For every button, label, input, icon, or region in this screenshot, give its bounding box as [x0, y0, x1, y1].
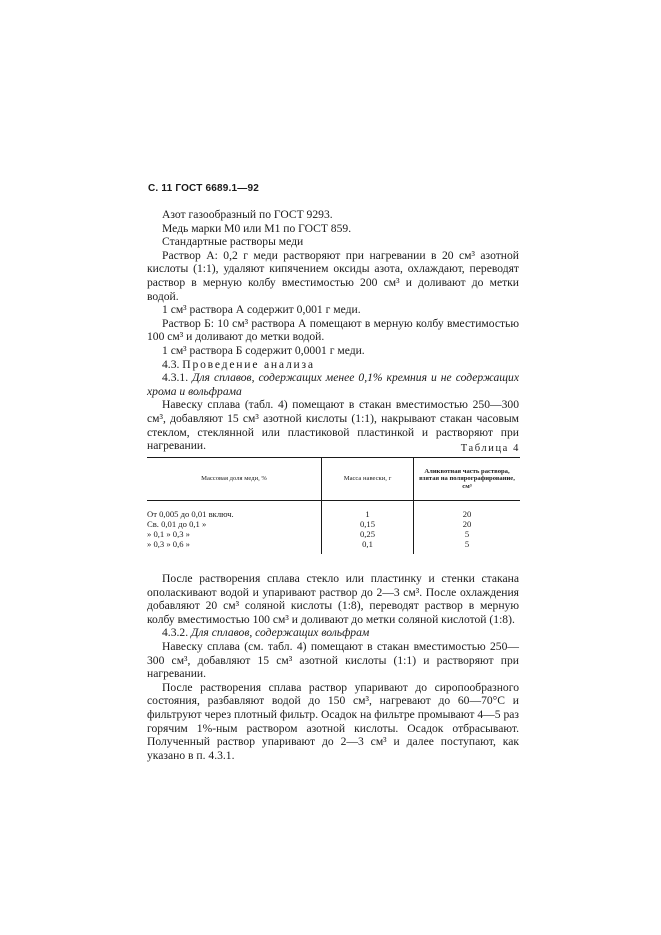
paragraph: 1 см³ раствора Б содержит 0,0001 г меди. [162, 343, 365, 357]
paragraph: Навеску сплава (см. табл. 4) помещают в стакан вместимостью 250—300 см³, добавляют 15 см³ азотной кислоты (1:1) и растворяют при нагревании. [147, 639, 519, 681]
section-title: Для сплавов, содержащих менее 0,1% кремния и не содержащих хрома и вольфрама [147, 371, 519, 398]
table-cell: Св. 0,01 до 0,1 » [147, 519, 207, 529]
section-number: 4.3.2. [162, 626, 189, 640]
table-header-row [147, 458, 520, 501]
section-number: 4.3.1. [162, 371, 189, 385]
body-text-bottom [147, 572, 519, 762]
data-table [147, 457, 520, 554]
table-cell: 0,1 [322, 539, 414, 554]
table-cell: » 0,1 » 0,3 » [147, 529, 190, 539]
column-header: Масса навески, г [322, 458, 414, 501]
table-cell: 5 [414, 539, 521, 554]
paragraph: Навеску сплава (табл. 4) помещают в стакан вместимостью 250—300 см³, добавляют 15 см³ азотной кислоты (1:1), накрывают стакан часовым стеклом, стеклянной или пластиковой пластинкой и растворяют при нагревании. [147, 398, 519, 453]
section-number: 4.3. [162, 357, 180, 371]
table-cell: 0,15 [322, 519, 414, 529]
table-cell: 0,25 [322, 529, 414, 539]
section-heading-4-3 [147, 358, 519, 372]
section-title: Проведение анализа [182, 357, 315, 371]
column-header: Аликвотная часть раствора, взятая на полярографирование, см³ [414, 458, 521, 501]
table-caption: Таблица 4 [460, 443, 520, 454]
table-cell: От 0,005 до 0,01 включ. [147, 509, 234, 519]
paragraph: Медь марки М0 или М1 по ГОСТ 859. [162, 221, 352, 235]
paragraph: Азот газообразный по ГОСТ 9293. [162, 208, 333, 221]
table-cell: 20 [414, 519, 521, 529]
table-cell: 1 [322, 501, 414, 520]
body-text-top [147, 208, 519, 453]
column-header: Массовая доля меди, % [147, 458, 322, 501]
table-cell: 20 [414, 501, 521, 520]
table-row [147, 529, 520, 539]
paragraph: Стандартные растворы меди [162, 235, 304, 249]
section-heading-4-3-2 [147, 626, 519, 640]
table-row [147, 501, 520, 520]
data-table-wrapper [147, 457, 520, 554]
paragraph: 1 см³ раствора А содержит 0,001 г меди. [162, 303, 361, 317]
section-title: Для сплавов, содержащих вольфрам [191, 626, 370, 640]
table-cell: 5 [414, 529, 521, 539]
paragraph: Раствор Б: 10 см³ раствора А помещают в мерную колбу вместимостью 100 см³ и доливают до метки водой. [147, 316, 519, 344]
page-header: С. 11 ГОСТ 6689.1—92 [148, 183, 260, 194]
table-row [147, 519, 520, 529]
table-row [147, 539, 520, 554]
table-cell: » 0,3 » 0,6 » [147, 539, 190, 549]
paragraph: После растворения сплава стекло или пластинку и стенки стакана ополаскивают водой и упаривают раствор до 2—3 см³. После охлаждения добавляют 20 см³ соляной кислоты (1:8), переводят раствор в мерную колбу вместимостью 100 см³ и доливают до метки соляной кислотой (1:8). [147, 572, 519, 626]
section-heading-4-3-1 [147, 371, 519, 398]
paragraph: После растворения сплава раствор упаривают до сиропообразного состояния, разбавляют водой до 150 см³, нагревают до 60—70°С и фильтруют через плотный фильтр. Осадок на фильтре промывают 4—5 раз горячим 1%-ным раствором азотной кислоты. Осадок отбрасывают. Полученный раствор упаривают до 2—3 см³ и далее поступают, как указано в п. 4.3.1. [147, 680, 519, 762]
paragraph: Раствор А: 0,2 г меди растворяют при нагревании в 20 см³ азотной кислоты (1:1), удаляют кипячением оксиды азота, охлаждают, переводят раствор в мерную колбу вместимостью 200 см³ и доливают до метки водой. [147, 248, 519, 303]
